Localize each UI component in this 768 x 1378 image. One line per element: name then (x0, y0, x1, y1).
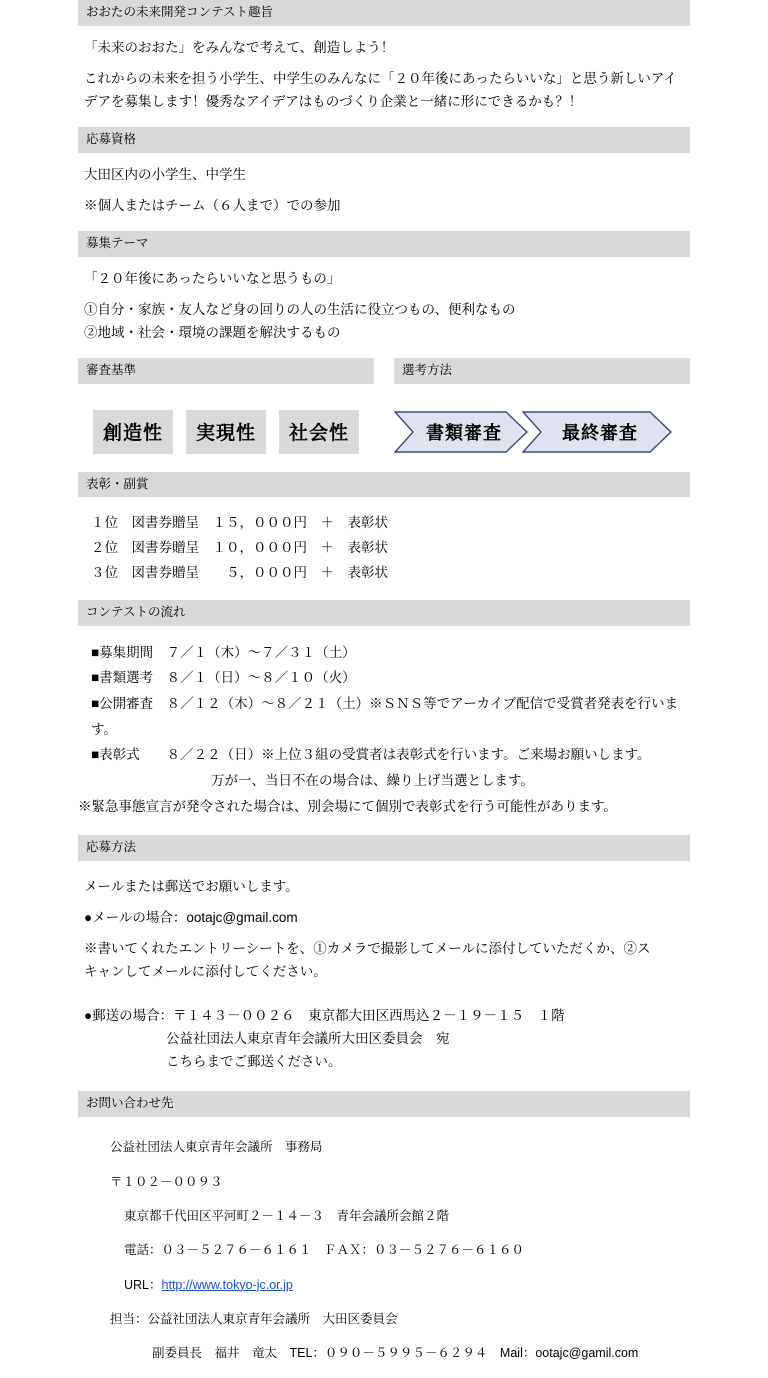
contact-address: 東京都千代田区平河町２－１４－３ 青年会議所会館２階 (124, 1208, 450, 1223)
section-body-eligibility (78, 153, 690, 217)
section-body-apply (78, 861, 690, 1074)
apply-line-1: メールまたは郵送でお願いします。 (84, 878, 299, 894)
flow-header-row (78, 600, 690, 626)
section-header-theme: 募集テーマ (78, 231, 690, 257)
flow-note: ※緊急事態宣言が発令された場合は、別会場にて個別で表彰式を行う可能性があります。 (78, 798, 617, 814)
contact-tel: 電話：０３－５２７６－６１６１ ＦＡＸ：０３－５２７６－６１６０ (124, 1243, 525, 1258)
award-row-2: ２位 図書券贈呈 １０，０００円 ＋ 表彰状 (91, 540, 388, 556)
purpose-line-2: これからの未来を担う小学生、中学生のみんなに「２０年後にあったらいいな」と思う新しいアイ (84, 70, 677, 86)
eligibility-header-row (78, 127, 690, 153)
award-row-1: １位 図書券贈呈 １５，０００円 ＋ 表彰状 (91, 515, 388, 531)
contact-zip: 〒１０２－００９３ (110, 1174, 223, 1189)
theme-header-row (78, 231, 690, 257)
section-header-contact: お問い合わせ先 (78, 1091, 690, 1117)
section-header-selection: 選考方法 (394, 358, 690, 384)
section-header-flow: コンテストの流れ (78, 600, 690, 626)
contact-charge: 担当：公益社団法人東京青年会議所 大田区委員会 (110, 1312, 398, 1327)
selection-step-2-label: 最終審査 (562, 422, 638, 443)
section-body-flow (78, 626, 690, 819)
criteria-box-3: 社会性 (279, 410, 359, 454)
contact-url-line (96, 1275, 684, 1297)
selection-step-2 (522, 411, 672, 453)
selection-step-1 (394, 411, 528, 453)
criteria-boxes (78, 400, 374, 454)
section-body-theme (78, 257, 690, 345)
theme-line-1: 「２０年後にあったらいいなと思うもの」 (84, 270, 341, 286)
apply-line-6: 公益社団法人東京青年会議所大田区委員会 宛 (166, 1030, 450, 1046)
award-row-3: ３位 図書券贈呈 ５，０００円 ＋ 表彰状 (91, 565, 388, 581)
theme-line-3: ②地域・社会・環境の課題を解決するもの (84, 325, 341, 341)
contact-org: 公益社団法人東京青年会議所 事務局 (110, 1140, 323, 1155)
flow-row-2: ■書類選考 ８／１（日）～８／１０（火） (91, 670, 356, 686)
section-body-awards (78, 497, 690, 586)
apply-line-4: キャンしてメールに添付してください。 (84, 964, 327, 980)
apply-line-2: ●メールの場合：ootajc@gmail.com (84, 909, 298, 925)
contact-section (78, 1091, 690, 1365)
flow-note-indent: 万が一、当日不在の場合は、繰り上げ当選とします。 (211, 772, 534, 788)
apply-line-7: こちらまでご郵送ください。 (166, 1053, 342, 1069)
apply-line-5: ●郵送の場合：〒１４３－００２６ 東京都大田区西馬込２－１９－１５ １階 (84, 1007, 565, 1023)
criteria-box-1: 創造性 (93, 410, 173, 454)
contact-url-link[interactable]: http://www.tokyo-jc.or.jp (161, 1277, 293, 1292)
section-header-awards: 表彰・副賞 (78, 472, 690, 498)
contact-url-label: URL： (124, 1277, 162, 1292)
section-header-eligibility: 応募資格 (78, 127, 690, 153)
section-header-criteria: 審査基準 (78, 358, 374, 384)
purpose-line-3: デアを募集します！優秀なアイデアはものづくり企業と一緒に形にできるかも？！ (84, 93, 583, 109)
criteria-selection-body-row (78, 400, 690, 454)
flow-row-4: ■表彰式 ８／２２（日）※上位３組の受賞者は表彰式を行います。ご来場お願いします。 (91, 747, 651, 763)
selection-step-1-label: 書類審査 (426, 422, 502, 443)
eligibility-line-1: 大田区内の小学生、中学生 (84, 166, 246, 182)
criteria-selection-header-row (78, 358, 690, 384)
section-header-purpose: おおたの未来開発コンテスト趣旨 (78, 0, 690, 26)
section-header-apply: 応募方法 (78, 835, 690, 861)
criteria-box-2: 実現性 (186, 410, 266, 454)
eligibility-line-2: ※個人またはチーム（６人まで）での参加 (84, 197, 341, 213)
contact-person: 副委員長 福井 竜太 TEL：０９０－５９９５－６２９４ Mail：ootajc@gamil.com (152, 1346, 639, 1361)
theme-line-2: ①自分・家族・友人など身の回りの人の生活に役立つもの、便利なもの (84, 301, 516, 317)
purpose-line-1: 「未来のおおた」をみんなで考えて、創造しよう！ (84, 39, 395, 55)
section-body-purpose (78, 26, 690, 114)
awards-header-row (78, 472, 690, 498)
flow-row-3: ■公開審査 ８／１２（木）～８／２１（土）※ＳＮＳ等でアーカイブ配信で受賞者発表を行います。 (91, 695, 679, 737)
section-body-contact (78, 1117, 690, 1366)
apply-header-row (78, 835, 690, 861)
apply-line-3: ※書いてくれたエントリーシートを、①カメラで撮影してメールに添付していただくか、②ス (84, 941, 651, 957)
flow-row-1: ■募集期間 ７／１（木）～７／３１（土） (91, 644, 356, 660)
selection-steps (394, 400, 690, 454)
